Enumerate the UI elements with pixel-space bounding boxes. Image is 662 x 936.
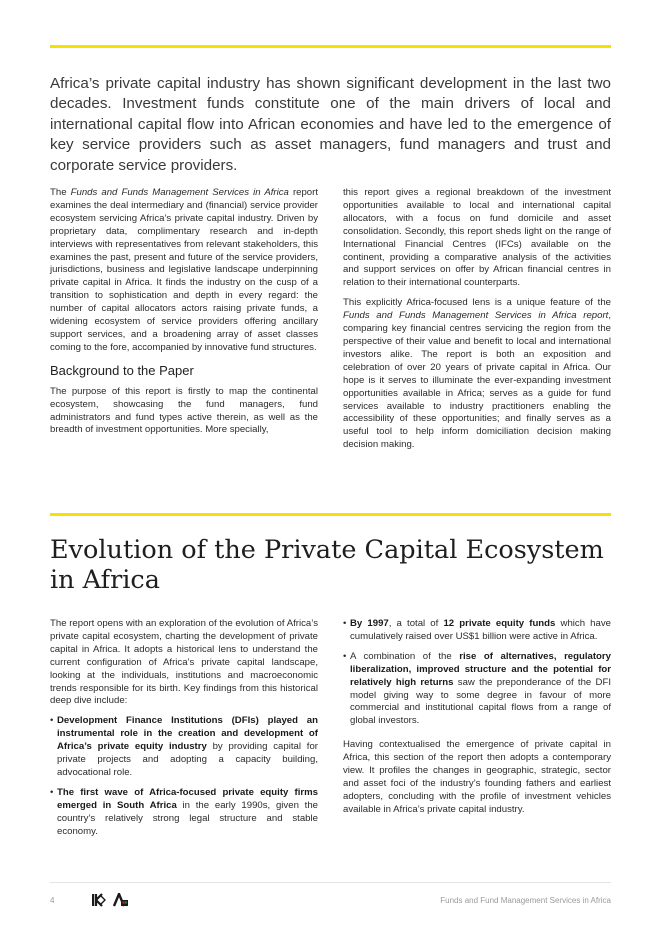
finding-dfi: • Development Finance Institutions (DFIs) played an instrumental role in the creation and development of Africa’s private equity industry by providing capital for private projects and adopting a capacity building, advocational role. (50, 715, 318, 780)
section-divider-rule (50, 513, 611, 516)
section1-left-column (50, 187, 318, 444)
intro-paragraph: Africa’s private capital industry has shown significant development in the last two decades. Investment funds constitute one of the main drivers of local and international capital flow into African economies and have led to the emergence of key service providers such as asset managers, fund managers and trust and corporate service providers. (50, 75, 611, 174)
footer-publication-title: Funds and Fund Management Services in Africa (440, 896, 611, 905)
footer-rule (50, 882, 611, 883)
section1-right-column (343, 187, 611, 459)
background-heading: Background to the Paper (50, 362, 194, 378)
section2-left-column (50, 618, 318, 846)
section2-paragraph-2: Having contextualised the emergence of private capital in Africa, this section of the report then adopts a contemporary view. It profiles the changes in geographic, strategic, sector and asset foci of the industry’s founding fathers and earliest adopters, concluding with the profile of investment vehicles available in Africa’s private capital industry. (343, 739, 611, 815)
finding-1997: • By 1997, a total of 12 private equity funds which have cumulatively raised over US$1 billion were active in Africa. (343, 618, 611, 644)
top-accent-rule (50, 45, 611, 48)
finding-first-wave: • The first wave of Africa-focused private equity firms emerged in South Africa in the early 1990s, given the country’s relatively strong legal structure and stable economy. (50, 787, 318, 839)
section2-title: Evolution of the Private Capital Ecosystem in Africa (50, 535, 604, 595)
section2-paragraph-1: The report opens with an exploration of the evolution of Africa’s private capital ecosystem, charting the development of private capital in Africa. It adopts a historical lens to understand the current configuration of Africa’s private capital landscape, looking at the individuals, institutions and macroeconomic trends responsible for its birth. Key findings from this historical deep dive include: (50, 618, 318, 707)
section1-paragraph-4: This explicitly Africa-focused lens is a unique feature of the Funds and Funds Management Services in Africa report, comparing key financial centres servicing the region from the perspective of their value and benefit to local and international investors alike. The report is both an exposition and celebration of over 20 years of private capital in Africa. Our hope is it serves to illuminate the ever-expanding investment opportunities available in Africa; serves as a guide for fund services available to industry practitioners enabling the accessibility of these opportunities; and finally serves as a useful tool to help inform domiciliation decision making decision making. (343, 297, 611, 451)
findings-list-left (50, 715, 318, 838)
section2-right-column (343, 618, 611, 824)
page-number: 4 (50, 896, 55, 905)
section1-paragraph-1: The Funds and Funds Management Services in Africa report examines the deal intermediary and (financial) service provider ecosystem servicing Africa’s private capital industry. Driven by proprietary data, complimentary research and in-depth interviews with representatives from relevant stakeholders, this examines the past, present and future of the service providers, jurisdictions, business and legislative landscape underpinning private capital in Africa. It finds the industry on the cusp of a transition to sophistication and depth in every regard: the number of capital allocators actors raising private funds, a widening ecosystem of service providers offering ancillary support services, and a broadening array of asset classes coming to the fore, accompanied by innovative fund structures. (50, 187, 319, 353)
footer-logos (92, 893, 129, 907)
aa-logo-icon (113, 893, 129, 907)
findings-list-right (343, 618, 611, 728)
ik-logo-icon (92, 893, 109, 907)
finding-alternatives: • A combination of the rise of alternatives, regulatory liberalization, improved structure and the potential for relatively high returns saw the preponderance of the DFI model giving way to some degree in favour of more commercial and institutional capital flows from a range of global investors. (343, 651, 611, 728)
section1-paragraph-2: The purpose of this report is firstly to map the continental ecosystem, showcasing the fund managers, fund administrators and fund types active therein, as well as the breadth of investment opportunities. More specially, (50, 385, 318, 436)
section1-paragraph-3: this report gives a regional breakdown of the investment opportunities available to local and international capital allocators, with a focus on fund domicile and asset consolidation. Secondly, this report sheds light on the range of International Financial Centres (IFCs) available on the continent, providing a comparative analysis of the activities and support services on offer by African financial centres in relation to their international counterparts. (343, 187, 611, 289)
